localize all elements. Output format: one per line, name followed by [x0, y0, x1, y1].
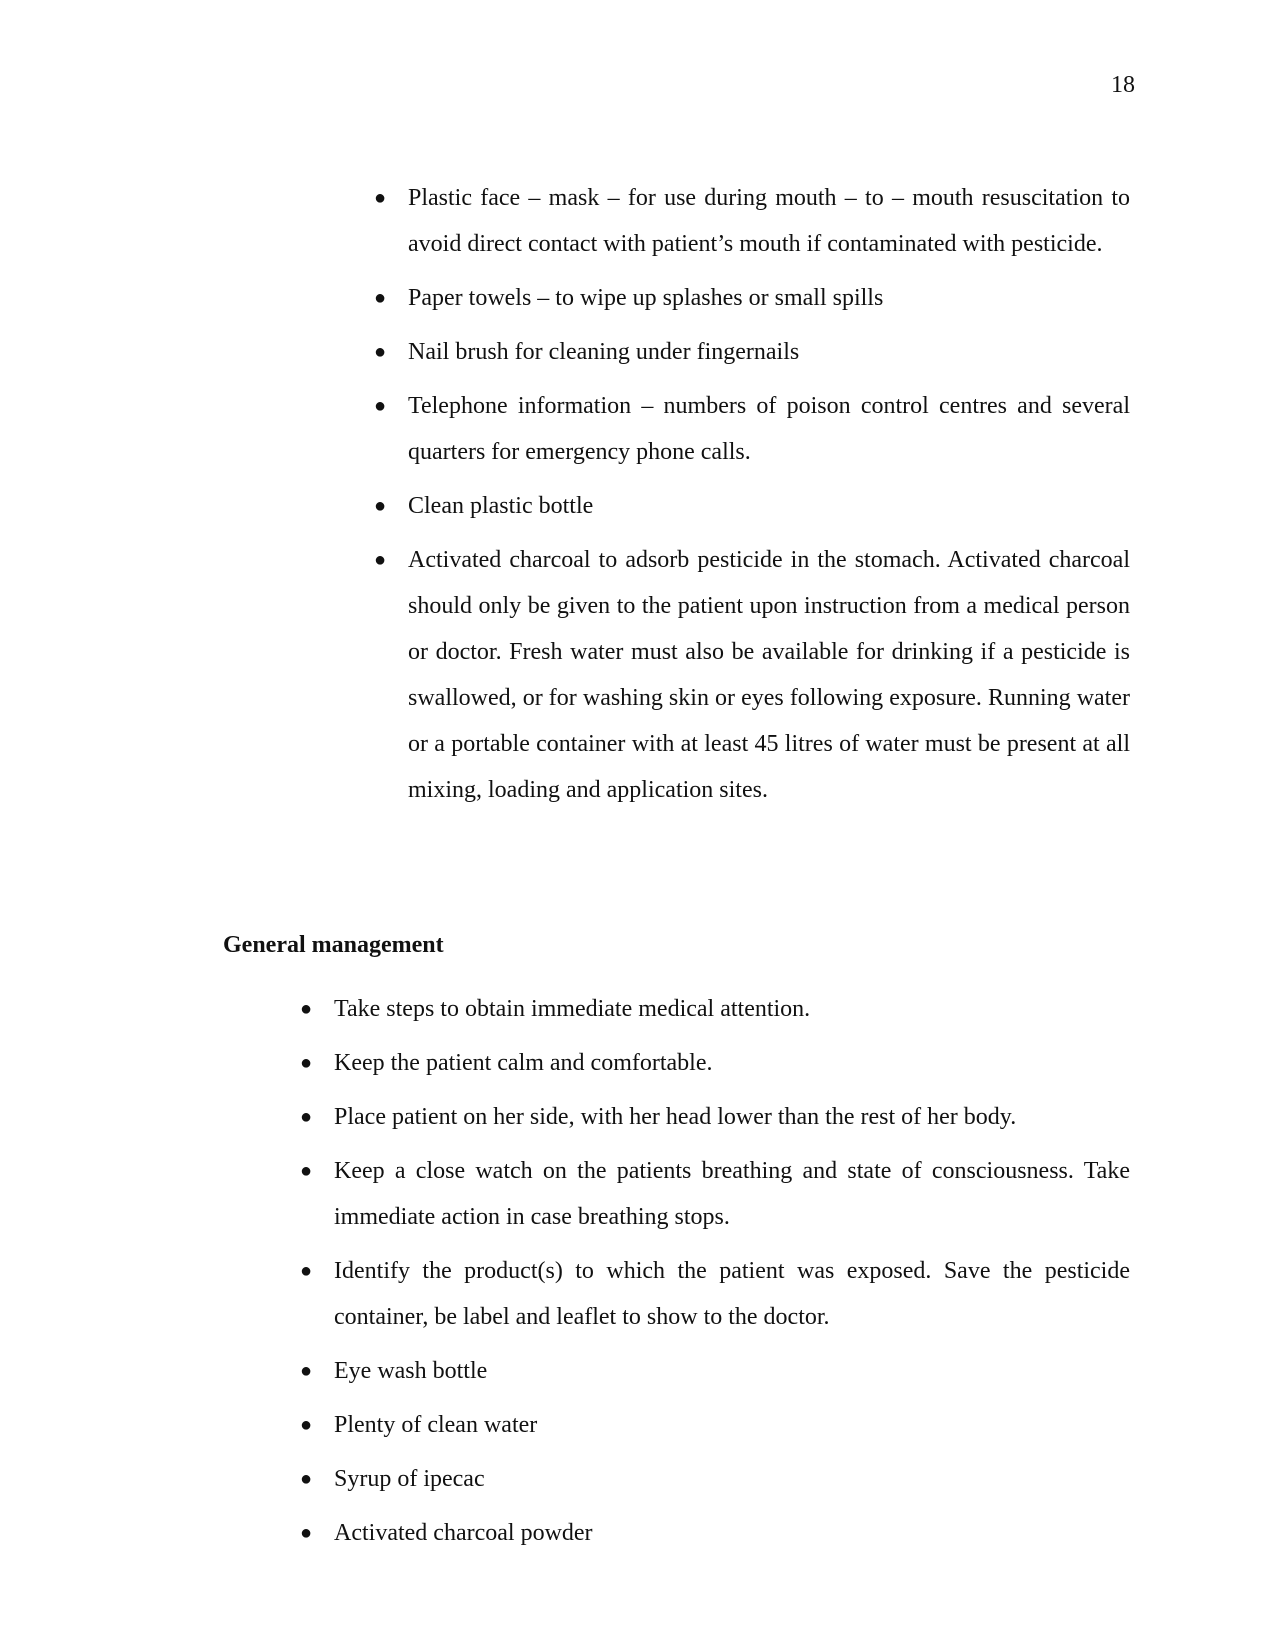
list-item: [374, 483, 1130, 529]
list-item: [300, 1456, 1130, 1502]
list-item: [300, 1040, 1130, 1086]
bullet-icon: ●: [300, 1260, 313, 1282]
list-item: [374, 537, 1130, 813]
list-item-text: Nail brush for cleaning under fingernails: [408, 339, 800, 365]
list-item-text: Eye wash bottle: [334, 1358, 488, 1384]
bullet-icon: ●: [374, 395, 387, 417]
bullet-icon: ●: [300, 998, 313, 1020]
list-item-text: Telephone information – numbers of poison control centres and several quarters for emergency phone calls.: [408, 393, 1130, 465]
list-item: [300, 1148, 1130, 1240]
list-item: [374, 329, 1130, 375]
bullet-icon: ●: [374, 341, 387, 363]
list-item: [300, 1510, 1130, 1556]
list-item-text: Identify the product(s) to which the patient was exposed. Save the pesticide container, be label and leaflet to show to the doctor.: [334, 1258, 1130, 1330]
bullet-icon: ●: [300, 1052, 313, 1074]
bullet-icon: ●: [300, 1468, 313, 1490]
bullet-icon: ●: [300, 1522, 313, 1544]
list-item-text: Take steps to obtain immediate medical attention.: [334, 996, 811, 1022]
list-item: [300, 1094, 1130, 1140]
bullet-icon: ●: [300, 1360, 313, 1382]
general-management-list: [300, 986, 1130, 1564]
bullet-icon: ●: [300, 1160, 313, 1182]
page-number: 18: [1111, 72, 1135, 98]
list-item-text: Keep the patient calm and comfortable.: [334, 1050, 713, 1076]
list-item-text: Clean plastic bottle: [408, 493, 594, 519]
list-item: [300, 1402, 1130, 1448]
bullet-icon: ●: [374, 495, 387, 517]
list-item-text: Syrup of ipecac: [334, 1466, 485, 1492]
list-item-text: Plenty of clean water: [334, 1412, 538, 1438]
list-item-text: Place patient on her side, with her head lower than the rest of her body.: [334, 1104, 1017, 1130]
list-item: [374, 175, 1130, 267]
list-item: [300, 1248, 1130, 1340]
list-item-text: Keep a close watch on the patients breathing and state of consciousness. Take immediate action in case breathing stops.: [334, 1158, 1130, 1230]
list-item: [374, 275, 1130, 321]
section-heading: General management: [223, 932, 444, 958]
bullet-icon: ●: [300, 1106, 313, 1128]
list-item-text: Activated charcoal powder: [334, 1520, 593, 1546]
bullet-icon: ●: [374, 287, 387, 309]
bullet-icon: ●: [374, 187, 387, 209]
list-item: [300, 986, 1130, 1032]
first-aid-kit-list: [374, 175, 1130, 821]
list-item-text: Activated charcoal to adsorb pesticide in the stomach. Activated charcoal should only be given to the patient upon instruction from a medical person or doctor. Fresh water must also be available for drinking if a pesticide is swallowed, or for washing skin or eyes following exposure. Running water or a portable container with at least 45 litres of water must be present at all mixing, loading and application sites.: [408, 547, 1130, 803]
list-item-text: Paper towels – to wipe up splashes or small spills: [408, 285, 884, 311]
list-item: [374, 383, 1130, 475]
bullet-icon: ●: [374, 549, 387, 571]
list-item-text: Plastic face – mask – for use during mouth – to – mouth resuscitation to avoid direct contact with patient’s mouth if contaminated with pesticide.: [408, 185, 1130, 257]
bullet-icon: ●: [300, 1414, 313, 1436]
list-item: [300, 1348, 1130, 1394]
